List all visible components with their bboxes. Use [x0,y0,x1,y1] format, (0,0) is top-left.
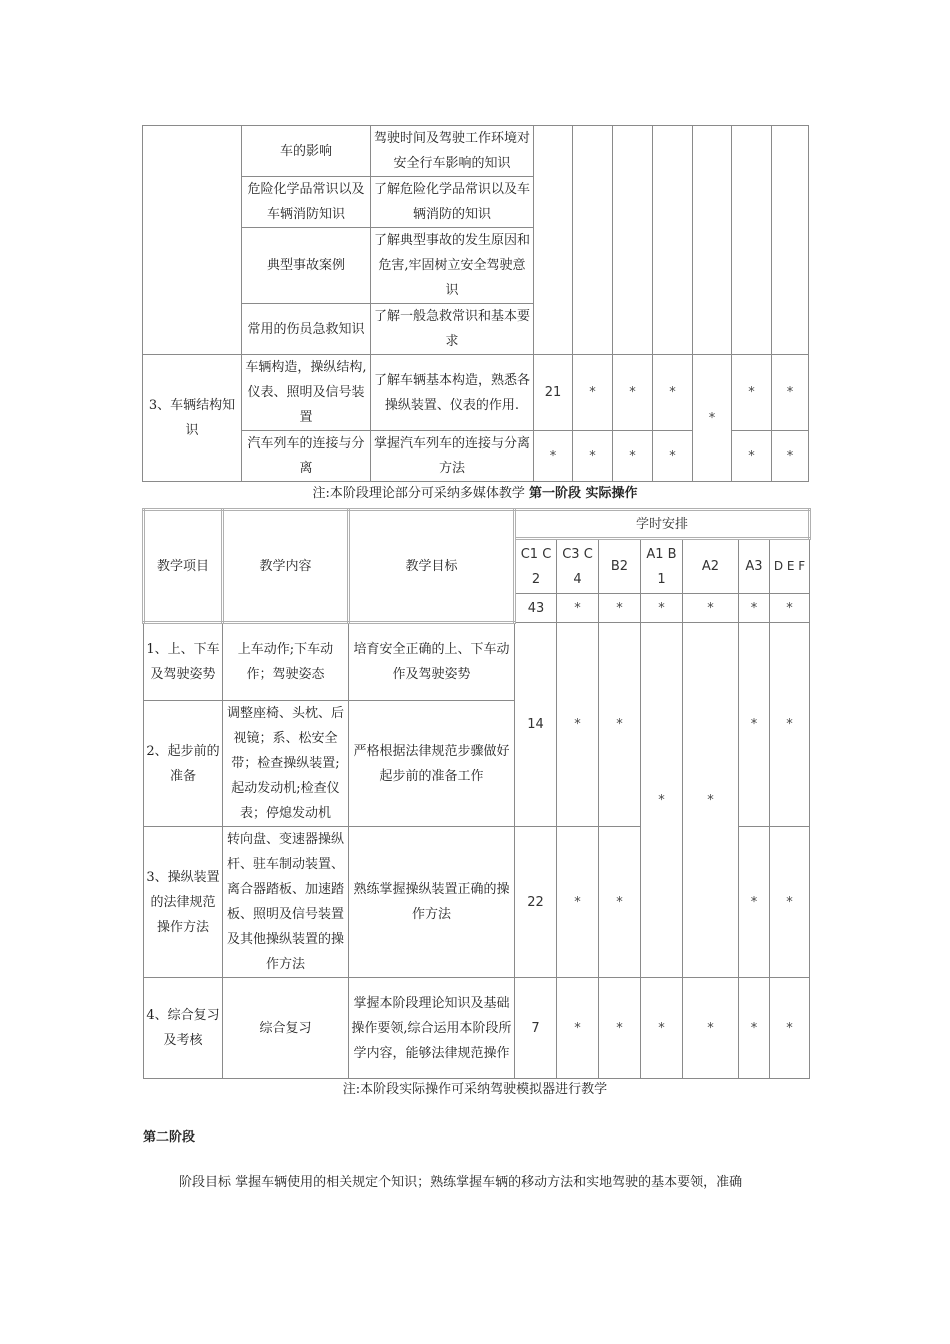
header-goal: 教学目标 [349,510,515,623]
header-b2: B2 [599,539,641,594]
goal-cell: 熟练掌握操纵装置正确的操作方法 [349,827,515,978]
header-schedule: 学时安排 [515,510,810,539]
star-cell: * [772,431,809,482]
star-cell: * [599,594,641,623]
header-a2: A2 [683,539,739,594]
hours-cell: 14 [515,623,557,827]
content-cell: 转向盘、变速器操纵杆、驻车制动装置、离合器踏板、加速踏板、照明及信号装置及其他操纵装置的操作方法 [223,827,349,978]
star-cell: * [683,623,739,978]
goal-cell: 了解车辆基本构造，熟悉各操纵装置、仪表的作用. [371,355,534,431]
note-theory: 注:本阶段理论部分可采纳多媒体教学 第一阶段 实际操作 [312,486,638,501]
star-cell: * [573,431,613,482]
note-practice: 注:本阶段实际操作可采纳驾驶模拟器进行教学 [342,1082,608,1097]
star-cell: * [599,978,641,1079]
header-def: D E F [770,539,810,594]
header-c1c2: C1 C2 [515,539,557,594]
star-cell: * [599,827,641,978]
star-cell: * [739,827,770,978]
star-cell: * [770,623,810,827]
star-cell: * [573,355,613,431]
star-cell: * [557,827,599,978]
star-cell: * [557,978,599,1079]
goal-cell: 掌握汽车列车的连接与分离方法 [371,431,534,482]
goal-cell: 严格根据法律规范步骤做好起步前的准备工作 [349,701,515,827]
goal-cell: 掌握本阶段理论知识及基础操作要领,综合运用本阶段所学内容，能够法律规范操作 [349,978,515,1079]
project-cell-empty [143,126,242,355]
hours-cell: 7 [515,978,557,1079]
header-a3: A3 [739,539,770,594]
star-cell: * [739,623,770,827]
content-cell: 典型事故案例 [242,228,371,304]
content-cell: 常用的伤员急救知识 [242,304,371,355]
star-cell: * [732,431,772,482]
project-cell: 4、综合复习及考核 [144,978,223,1079]
project-cell: 3、车辆结构知识 [143,355,242,482]
goal-cell: 了解一般急救常识和基本要求 [371,304,534,355]
star-cell: * [534,431,573,482]
goal-cell: 了解典型事故的发生原因和危害,牢固树立安全驾驶意识 [371,228,534,304]
hours-cell: 22 [515,827,557,978]
star-cell: * [653,431,693,482]
star-cell: * [557,594,599,623]
content-cell: 上车动作;下车动作；驾驶姿态 [223,623,349,701]
star-cell: * [739,594,770,623]
project-cell: 1、上、下车及驾驶姿势 [144,623,223,701]
content-cell: 车辆构造，操纵结构,仪表、照明及信号装置 [242,355,371,431]
star-cell: * [770,594,810,623]
star-cell: * [641,594,683,623]
content-cell: 汽车列车的连接与分离 [242,431,371,482]
stage2-goal-paragraph: 阶段目标 掌握车辆使用的相关规定个知识；熟练掌握车辆的移动方法和实地驾驶的基本要领，准确 [179,1175,743,1190]
content-cell: 危险化学品常识以及车辆消防知识 [242,177,371,228]
star-cell: * [693,355,732,482]
star-cell: * [641,978,683,1079]
goal-cell: 驾驶时间及驾驶工作环境对安全行车影响的知识 [371,126,534,177]
theory-table [142,125,809,482]
header-c3c4: C3 C4 [557,539,599,594]
star-cell: * [613,355,653,431]
practice-table [142,508,811,1079]
hours-cell: 21 [534,355,573,431]
project-cell: 2、起步前的准备 [144,701,223,827]
content-cell: 综合复习 [223,978,349,1079]
star-cell: * [770,978,810,1079]
hours-total: 43 [515,594,557,623]
star-cell: * [772,355,809,431]
goal-cell: 培育安全正确的上、下车动作及驾驶姿势 [349,623,515,701]
header-project: 教学项目 [144,510,223,623]
stage1-practice-heading: 第一阶段 实际操作 [529,486,638,501]
goal-cell: 了解危险化学品常识以及车辆消防的知识 [371,177,534,228]
stage2-heading: 第二阶段 [143,1130,196,1145]
header-content: 教学内容 [223,510,349,623]
star-cell: * [641,623,683,978]
star-cell: * [557,623,599,827]
star-cell: * [683,594,739,623]
star-cell: * [599,623,641,827]
project-cell: 3、操纵装置的法律规范操作方法 [144,827,223,978]
star-cell: * [683,978,739,1079]
content-cell: 车的影响 [242,126,371,177]
header-a1b1: A1 B1 [641,539,683,594]
star-cell: * [739,978,770,1079]
star-cell: * [732,355,772,431]
content-cell: 调整座椅、头枕、后视镜；系、松安全带；检查操纵装置;起动发动机;检查仪表；停熄发动机 [223,701,349,827]
star-cell: * [653,355,693,431]
star-cell: * [613,431,653,482]
star-cell: * [770,827,810,978]
